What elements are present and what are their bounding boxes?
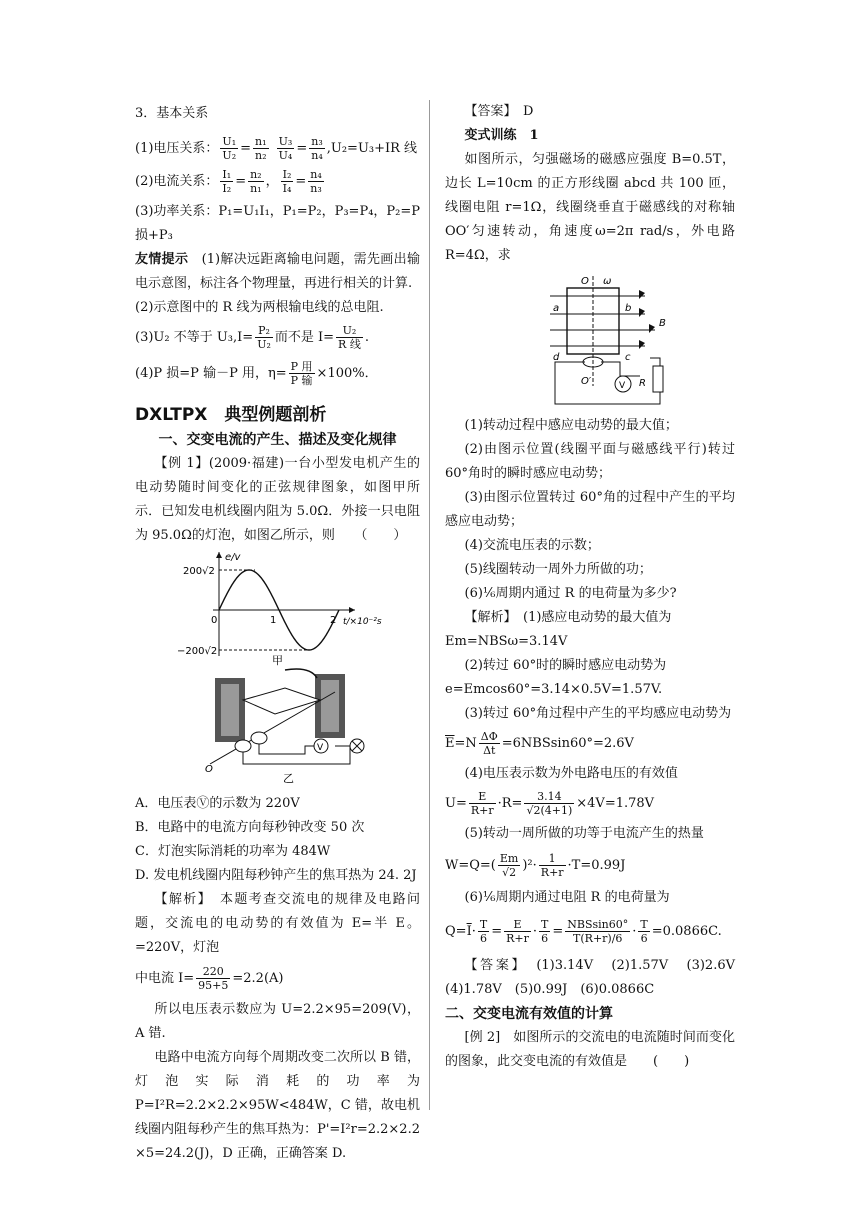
generator-figure <box>135 666 420 786</box>
y-max-label: 200√2 <box>183 566 215 577</box>
question-1: (1)转动过程中感应电动势的最大值； <box>464 418 678 433</box>
solution-5b: W=Q=( $\frac{Em}{√2}$ )²· $\frac{1}{R+r}$ ·T=0.99J <box>445 852 626 879</box>
coil <box>243 688 320 714</box>
variant-title: 变式训练 1 <box>464 128 539 143</box>
solution-6: (6)⅙周期内通过电阻 R 的电荷量为 <box>464 890 670 905</box>
y-axis-arrow <box>216 552 222 558</box>
option-d: D. 发电机线圈内阻每秒钟产生的焦耳热为 24. 2J <box>135 868 417 883</box>
label-c: c <box>625 352 631 363</box>
column-divider <box>429 100 430 1110</box>
voltmeter-label: V <box>317 743 324 753</box>
example-2-question: [例 2] 如图所示的交流电的电流随时间而变化的图象，此交变电流的有效值是 ( ) <box>445 1030 735 1069</box>
axis-o-label: O <box>205 764 213 775</box>
option-b: B．电路中的电流方向每秒钟改变 50 次 <box>135 820 365 835</box>
label-d: d <box>553 352 560 363</box>
subsection-1-title: 一、交变电流的产生、描述及变化规律 <box>158 432 397 448</box>
option-c: C．灯泡实际消耗的功率为 484W <box>135 844 331 859</box>
label-field-b: B <box>659 318 666 329</box>
label-a: a <box>553 303 560 314</box>
x-axis-arrow <box>349 607 355 613</box>
question-2: (2)由图示位置(线圈平面与磁感线平行)转过 60°角时的瞬时感应电动势； <box>445 442 735 481</box>
sine-wave-chart <box>135 548 420 666</box>
y-min-label: −200√2 <box>177 646 218 657</box>
solution-2b: e=Emcos60°=3.14×0.5V=1.57V. <box>445 682 663 697</box>
solution-2: (2)转过 60°时的瞬时感应电动势为 <box>464 658 667 673</box>
final-answer: 【答案】 (1)3.14V (2)1.57V (3)2.6V (4)1.78V (5)0.99J (6)0.0866C <box>445 958 749 997</box>
right-column <box>445 100 749 1074</box>
solution-1: Em=NBSω=3.14V <box>445 634 568 649</box>
analysis-1: 【解析】 本题考查交流电的规律及电路问题，交流电的电动势的有效值为 E=半 E。=220V，灯泡 <box>135 892 420 955</box>
resistor-label: R <box>639 378 646 389</box>
label-o: O <box>581 276 589 287</box>
tip-paragraph-1: 友情提示 (1)解决远距离输电问题，需先画出输电示意图，标注各个物理量，再进行相关的计算. <box>135 252 420 291</box>
question-4: (4)交流电压表的示数； <box>464 538 600 553</box>
solution-5: (5)转动一周所做的功等于电流产生的热量 <box>464 826 704 841</box>
solution-6b: $Q=\overline{I}\cdot$ $\frac{T}{6}$ = $\frac{E}{R+r}$ · $\frac{T}{6}$ = $\frac{\text{NBSsin60°}}{T(R+r)/6}$ · $\frac{T}{6}$ =0.0866C. <box>445 918 722 945</box>
voltage-relation: (1)电压关系： $\frac{\text{U₁}}{\text{U₂}}$ = $\frac{\text{n₁}}{\text{n₂}}$ $\frac{\text{U₃}}{\text{U₄}}$ = $\frac{\text{n₃}}{\text{n₄}}$ ,U₂=U₃+IR 线 <box>135 135 418 162</box>
label-o-prime: O′ <box>581 376 592 387</box>
chart-caption: 甲 <box>272 654 283 666</box>
section-title: DXLTPX 典型例题剖析 <box>135 405 327 425</box>
solution-3: (3)转过 60°角过程中产生的平均感应电动势为 <box>464 706 732 721</box>
tip-paragraph-4: (4)P 损=P 输－P 用，η= $\frac{\text{P 用}}{\text{P 输}}$ ×100%． <box>135 360 378 387</box>
analysis-3: 电路中电流方向每个周期改变二次所以 B 错，灯泡实际消耗的功率为 P=I²R=2.2×2.2×95W<484W，C 错，故电机线圈内阻每秒产生的焦耳热为：P'=I²r=2.2×2.2 ×5=24.2(J)，D 正确，正确答案 D. <box>135 1050 420 1161</box>
x-origin-label: 0 <box>211 615 218 626</box>
analysis-2: 所以电压表示数应为 U=2.2×95=209(V)，A 错. <box>135 1002 420 1041</box>
y-axis-label: e/v <box>225 552 241 563</box>
slip-ring-1 <box>235 740 251 752</box>
power-relation: (3)功率关系：P₁=U₁I₁，P₁=P₂，P₃=P₄，P₂=P 损+P₃ <box>135 204 420 243</box>
section3-title: 3．基本关系 <box>135 106 209 121</box>
example-1-question: 【例 1】(2009·福建)一台小型发电机产生的电动势随时间变化的正弦规律图象，如图甲所示．已知发电机线圈内阻为 5.0Ω．外接一只电阻为 95.0Ω的灯泡，如图乙所示，则 （ ） <box>135 456 420 543</box>
left-column <box>135 100 420 1166</box>
current-relation: (2)电流关系： $\frac{\text{I₁}}{\text{I₂}}$ = $\frac{\text{n₂}}{\text{n₁}}$ ， $\frac{\text{I₂}}{\text{I₄}}$ = $\frac{\text{n₄}}{\text{n₃}}$ <box>135 168 322 195</box>
resistor-r <box>653 366 663 392</box>
x-tick-2-label: 2 <box>330 615 337 626</box>
question-3: (3)由图示位置转过 60°角的过程中产生的平均感应电动势； <box>445 490 735 529</box>
question-5: (5)线圈转动一周外力所做的功； <box>464 562 652 577</box>
rotation-arrow <box>285 669 317 678</box>
question-6: (6)⅙周期内通过 R 的电荷量为多少? <box>464 586 677 601</box>
tip-paragraph-3: (3)U₂ 不等于 U₃,I= $\frac{\text{P₂}}{\text{U₂}}$ 而不是 I= $\frac{\text{U₂}}{\text{R 线}}$ . <box>135 324 369 351</box>
solution-4: (4)电压表示数为外电路电压的有效值 <box>464 766 678 781</box>
answer-1: 【答案】 D <box>464 104 534 119</box>
slip-ring-2 <box>251 732 267 744</box>
subsection-2-title: 二、交变电流有效值的计算 <box>445 1006 613 1022</box>
solution-head: 【解析】 (1)感应电动势的最大值为 <box>464 610 672 625</box>
voltmeter-label: V <box>619 381 626 391</box>
label-b: b <box>625 303 632 314</box>
solution-3b: $\overline{E}=N$ $\frac{\Delta\Phi}{\Delta t}$ =6NBSsin60°=2.6V <box>445 730 634 757</box>
option-a: A．电压表Ⓥ的示数为 220V <box>135 796 300 811</box>
x-axis-label: t/×10⁻²s <box>343 617 382 627</box>
tip-paragraph-2: (2)示意图中的 R 线为两根输电线的总电阻. <box>135 300 384 315</box>
figure-caption: 乙 <box>283 772 294 785</box>
variant-question: 如图所示，匀强磁场的磁感应强度 B=0.5T，边长 L=10cm 的正方形线圈 abcd 共 100 匝，线圈电阻 r=1Ω，线圈绕垂直于磁感线的对称轴 OO′匀速转动，角速度ω=2π rad/s，外电路 R=4Ω，求 <box>445 152 735 263</box>
x-tick-1-label: 1 <box>270 615 277 626</box>
solution-4b: U= $\frac{E}{R+r}$ ·R= $\frac{3.14}{√2(4+1)}$ ×4V=1.78V <box>445 790 655 817</box>
coil-circuit-figure <box>445 274 735 410</box>
analysis-current: 中电流 I= $\frac{220}{95+5}$ =2.2(A) <box>135 965 284 992</box>
label-omega: ω <box>603 276 612 287</box>
